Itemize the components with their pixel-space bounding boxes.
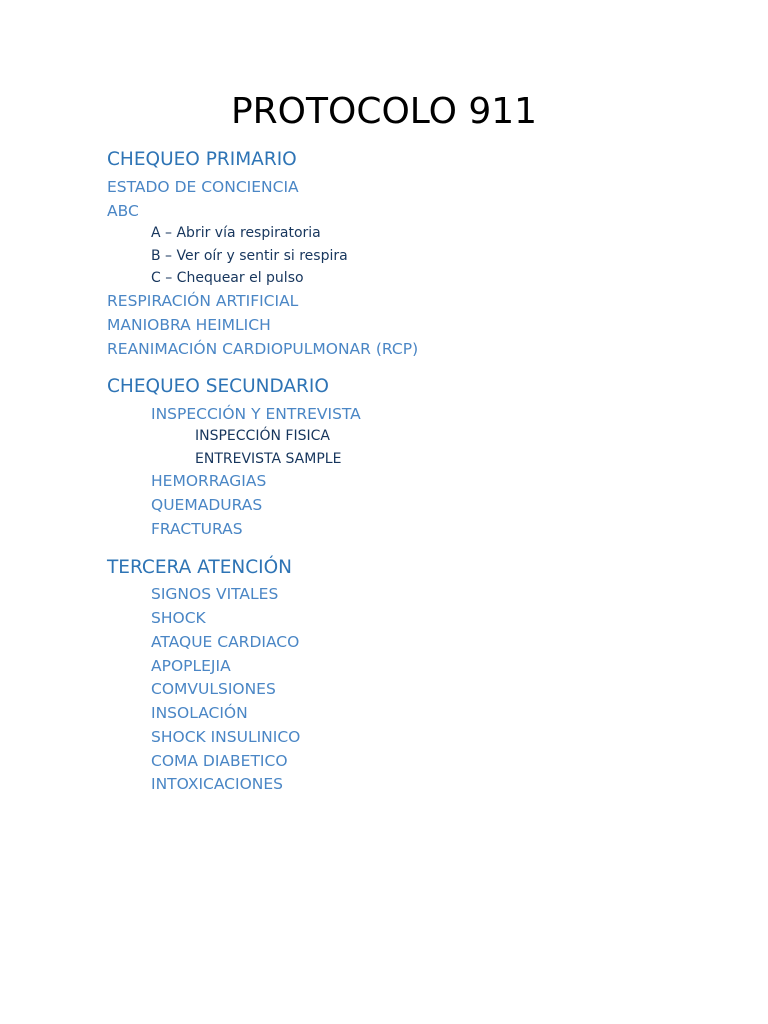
sub-item-abc-a: A – Abrir vía respiratoria xyxy=(151,225,321,241)
list-item-quemaduras: QUEMADURAS xyxy=(151,496,263,514)
sub-item-entrevista-sample: ENTREVISTA SAMPLE xyxy=(195,451,342,467)
sub-item-inspeccion-fisica: INSPECCIÓN FISICA xyxy=(195,428,330,444)
list-item-abc: ABC xyxy=(107,202,139,220)
sub-item-abc-c: C – Chequear el pulso xyxy=(151,270,304,286)
list-item-estado: ESTADO DE CONCIENCIA xyxy=(107,178,299,196)
list-item: APOPLEJIA xyxy=(151,657,231,675)
list-item-hemorragias: HEMORRAGIAS xyxy=(151,472,267,490)
list-item: ATAQUE CARDIACO xyxy=(151,633,300,651)
sub-item-abc-b: B – Ver oír y sentir si respira xyxy=(151,248,348,264)
list-item: COMA DIABETICO xyxy=(151,752,288,770)
list-item: SHOCK xyxy=(151,609,206,627)
list-item: SIGNOS VITALES xyxy=(151,585,279,603)
list-item-fracturas: FRACTURAS xyxy=(151,520,243,538)
list-item-inspeccion: INSPECCIÓN Y ENTREVISTA xyxy=(151,405,361,423)
list-item-rcp: REANIMACIÓN CARDIOPULMONAR (RCP) xyxy=(107,340,419,358)
list-item: COMVULSIONES xyxy=(151,680,276,698)
list-item: SHOCK INSULINICO xyxy=(151,728,301,746)
list-item: INSOLACIÓN xyxy=(151,704,248,722)
section-heading-third: TERCERA ATENCIÓN xyxy=(107,557,292,578)
page-title: PROTOCOLO 911 xyxy=(230,91,538,132)
list-item-heimlich: MANIOBRA HEIMLICH xyxy=(107,316,271,334)
list-item-respiracion: RESPIRACIÓN ARTIFICIAL xyxy=(107,292,299,310)
list-item: INTOXICACIONES xyxy=(151,775,284,793)
section-heading-primary: CHEQUEO PRIMARIO xyxy=(107,149,297,170)
section-heading-secondary: CHEQUEO SECUNDARIO xyxy=(107,376,329,397)
